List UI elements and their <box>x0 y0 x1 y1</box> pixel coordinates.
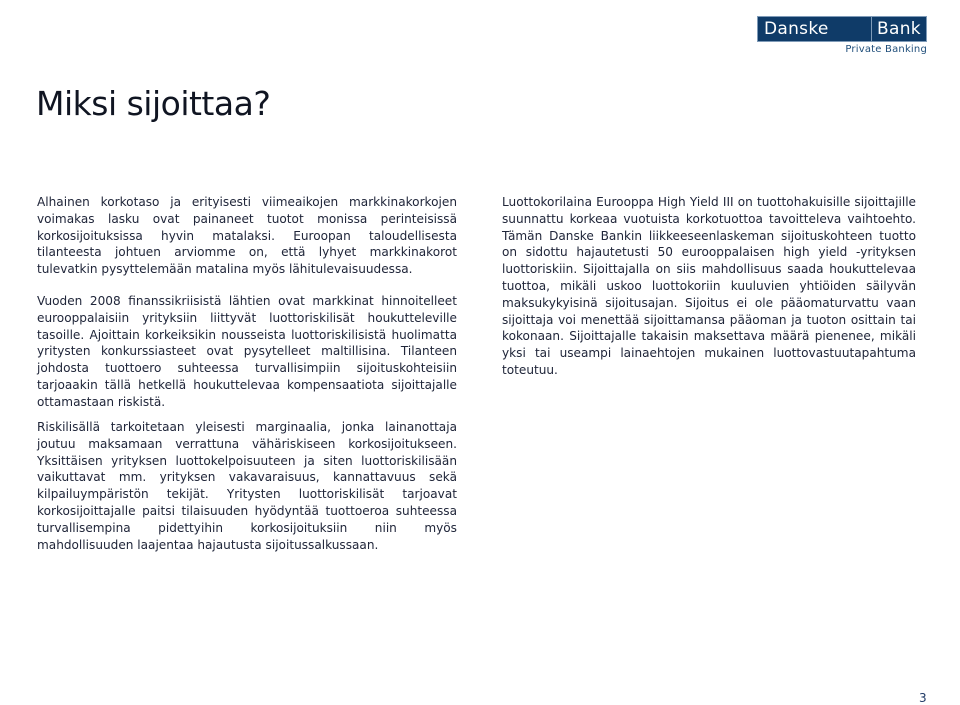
page-title: Miksi sijoittaa? <box>36 84 271 123</box>
paragraph-credit-spreads: Vuoden 2008 finanssikriisistä lähtien ovat markkinat hinnoitelleet eurooppalaisiin yrityksiin liittyvät luottoriskilisät houkutteleville tasoille. Ajoittain korkeiksikin nousseista luottoriskilisistä huolimatta yritysten konkurssiasteet ovat pysytelleet maltillisina. Tilanteen johdosta tuottoero suhteessa turvallisimpiin sijoituskohteisiin tarjoaakin tällä hetkellä houkuttelevaa kompensaatiota sijoittajalle ottamastaan riskistä. <box>37 294 457 409</box>
paragraph-risk-premium-definition: Riskilisällä tarkoitetaan yleisesti marginaalia, jonka lainanottaja joutuu maksamaan verrattuna vähäriskiseen korkosijoitukseen. Yksittäisen yrityksen luottokelpoisuuteen ja siten luottoriskilisään vaikuttavat mm. yrityksen vakavaraisuus, kannattavuus sekä kilpailuympäristön tekijät. Yritysten luottoriskilisät tarjoavat korkosijoittajalle paitsi tilaisuuden hyödyntää tuottoeroa suhteessa turvallisempina pidettyihin korkosijoituksiin niin myös mahdollisuuden laajentaa hajautusta sijoitussalkussaan. <box>37 420 457 552</box>
logo-word-danske: Danske <box>758 17 872 41</box>
paragraph-product-description: Luottokorilaina Eurooppa High Yield III on tuottohakuisille sijoittajille suunnattu korkeaa vuotuista korkotuottoa tavoitteleva vaihtoehto. Tämän Danske Bankin liikkeeseenlaskeman sijoituskohteen tuotto on sidottu hajautetusti 50 eurooppalaisen high yield -yrityksen luottoriskiin. Sijoittajalla on siis mahdollisuus saada houkuttelevaa tuottoa, mikäli uskoo luottokoriin kuuluvien yhtiöiden säilyvän maksukykyisinä sijoitusajan. Sijoitus ei ole pääomaturvattu vaan sijoittaja voi menettää sijoittamansa pääoman ja tuoton osittain tai kokonaan. Sijoittajalle takaisin maksettava määrä pienenee, mikäli yksi tai useampi lainaehtojen mukainen luottovastuutapahtuma toteutuu. <box>502 195 916 377</box>
paragraph-low-interest: Alhainen korkotaso ja erityisesti viimeaikojen markkinakorkojen voimakas lasku ovat painaneet tuotot monissa perinteisissä korkosijoituksissa hyvin matalaksi. Euroopan taloudellisesta tilanteesta johtuen arviomme on, että lyhyet markkinakorot tulevatkin pysyttelemään matalina myös lähitulevaisuudessa. <box>37 195 457 277</box>
page-number: 3 <box>919 691 927 705</box>
danske-bank-logo <box>757 16 927 60</box>
logo-word-bank: Bank <box>877 19 921 39</box>
logo-wordmark <box>757 16 927 42</box>
logo-subtitle: Private Banking <box>845 44 927 55</box>
